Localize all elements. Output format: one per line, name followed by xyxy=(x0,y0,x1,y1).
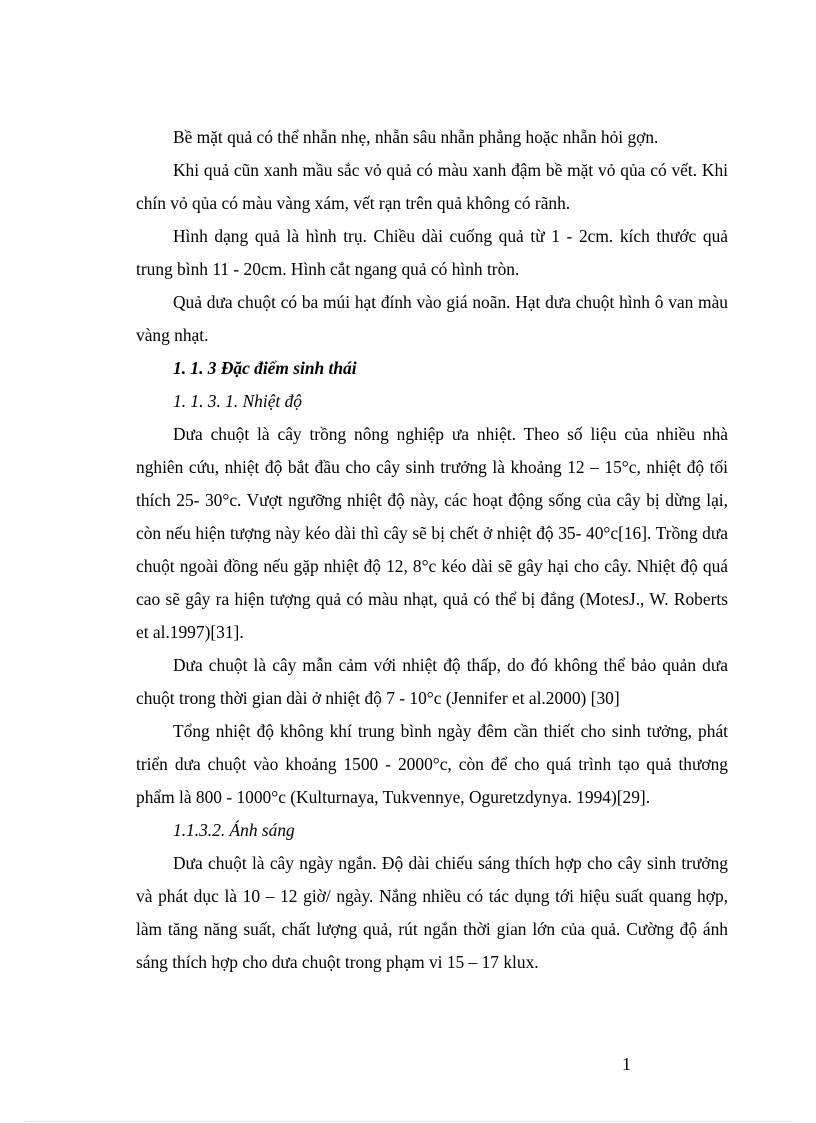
section-heading-ecology: 1. 1. 3 Đặc điểm sinh thái xyxy=(173,358,357,378)
paragraph-fruit-seeds: Quả dưa chuột có ba múi hạt đính vào giá noãn. Hạt dưa chuột hình ô van màu vàng nhạt. xyxy=(136,292,728,345)
paragraph-temperature-total: Tổng nhiệt độ không khí trung bình ngày đêm cần thiết cho sinh tưởng, phát triển dưa chuột vào khoảng 1500 - 2000°c, còn để cho quá trình tạo quả thương phẩm là 800 - 1000°c (Kulturnaya, Tukvennye, Oguretzdynya. 1994)[29]. xyxy=(136,721,728,807)
page-bottom-rule xyxy=(24,1121,794,1122)
paragraph-temperature-storage: Dưa chuột là cây mẫn cảm với nhiệt độ thấp, do đó không thể bảo quản dưa chuột trong thời gian dài ở nhiệt độ 7 - 10°c (Jennifer et al.2000) [30] xyxy=(136,655,728,708)
paragraph-fruit-skin-color: Khi quả cũn xanh mầu sắc vỏ quả có màu xanh đậm bề mặt vỏ qủa có vết. Khi chín vỏ qủa có màu vàng xám, vết rạn trên quả không có rãnh. xyxy=(136,160,728,213)
paragraph-temperature-growth: Dưa chuột là cây trồng nông nghiệp ưa nhiệt. Theo số liệu của nhiều nhà nghiên cứu, nhiệt độ bắt đầu cho cây sinh trưởng là khoảng 12 – 15°c, nhiệt độ tối thích 25- 30°c. Vượt ngưỡng nhiệt độ này, các hoạt động sống của cây bị dừng lại, còn nếu hiện tượng này kéo dài thì cây sẽ bị chết ở nhiệt độ 35- 40°c[16]. Trồng dưa chuột ngoài đồng nếu gặp nhiệt độ 12, 8°c kéo dài sẽ gây hại cho cây. Nhiệt độ quá cao sẽ gây ra hiện tượng quả có màu nhạt, quả có thể bị đắng (MotesJ., W. Roberts et al.1997)[31]. xyxy=(136,424,728,642)
paragraph-fruit-shape: Hình dạng quả là hình trụ. Chiều dài cuống quả từ 1 - 2cm. kích thước quả trung bình 11 - 20cm. Hình cắt ngang quả có hình tròn. xyxy=(136,226,728,279)
subsection-heading-temperature: 1. 1. 3. 1. Nhiệt độ xyxy=(173,391,302,411)
paragraph-light: Dưa chuột là cây ngày ngắn. Độ dài chiếu sáng thích hợp cho cây sinh trưởng và phát dục là 10 – 12 giờ/ ngày. Nắng nhiều có tác dụng tới hiệu suất quang hợp, làm tăng năng suất, chất lượng quả, rút ngắn thời gian lớn của quả. Cường độ ánh sáng thích hợp cho dưa chuột trong phạm vi 15 – 17 klux. xyxy=(136,853,728,972)
subsection-heading-light: 1.1.3.2. Ánh sáng xyxy=(173,820,295,840)
page-number: 1 xyxy=(622,1054,631,1074)
paragraph-fruit-surface: Bề mặt quả có thể nhẵn nhẹ, nhẵn sâu nhẵn phẳng hoặc nhẵn hỏi gợn. xyxy=(173,127,659,147)
body-text xyxy=(136,121,728,979)
